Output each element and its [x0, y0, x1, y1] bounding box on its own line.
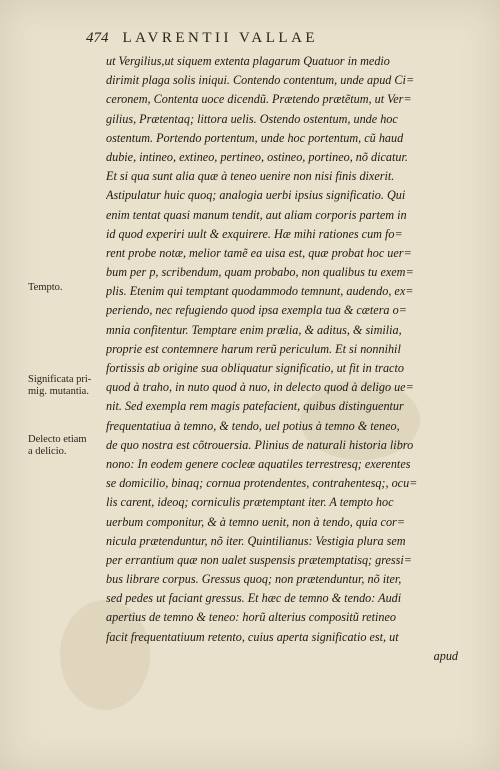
- margin-note-significata-1: Significata pri-: [28, 374, 92, 385]
- text-line: uerbum componitur, & à temno uenit, non à tendo, quia cor=: [106, 514, 406, 529]
- text-line: periendo, nec refugiendo quod ipsa exempla tua & cætera o=: [106, 303, 407, 318]
- text-line: lis carent, ideoq; corniculis prætemptant iter. A tempto hoc: [106, 495, 394, 510]
- text-line: bum per p, scribendum, quam probabo, non qualibus tu exem=: [106, 265, 414, 280]
- text-line: ut Vergilius,ut siquem extenta plagarum Quatuor in medio: [106, 54, 390, 68]
- text-line: per errantium quæ non ualet suspensis prætemptatisq; gressi=: [106, 552, 413, 567]
- text-line: dirimit plaga solis iniqui. Contendo contentum, unde apud Ci=: [106, 73, 415, 88]
- text-line: enim tentat quasi manum tendit, aut aliam corporis partem in: [106, 207, 407, 222]
- text-line: rent probe notæ, melior tamẽ ea uisa est, quæ probat hoc uer=: [106, 245, 412, 260]
- text-line: bus librare corpus. Gressus quoq; non prætenduntur, nõ iter,: [106, 572, 402, 587]
- text-line: de quo nostra est cõtrouersia. Plinius de naturali historia libro: [106, 437, 414, 452]
- text-line: Astipulatur huic quoq; analogia uerbi ipsius significatio. Qui: [106, 188, 406, 203]
- text-line: plis. Etenim qui temptant quodammodo temnunt, audendo, ex=: [106, 284, 414, 299]
- page-number: 474: [86, 30, 109, 46]
- text-line: proprie est contemnere harum rerũ periculum. Et si nonnihil: [106, 341, 401, 356]
- text-line: Et si qua sunt alia quæ à teneo uenire non nisi finis dixerit.: [106, 169, 395, 184]
- text-line: nicula prætenduntur, nõ iter. Quintilianus: Vestigia plura sem: [106, 533, 406, 548]
- text-line: nono: In eodem genere cocleæ aquatiles terrestresq; exerentes: [106, 456, 411, 471]
- text-line: nit. Sed exempla rem magis patefacient, quibus distinguentur: [106, 399, 404, 414]
- margin-note-tempto: Tempto.: [28, 282, 63, 293]
- catchword: apud: [433, 648, 458, 663]
- text-line: dubie, intineo, extineo, pertineo, ostineo, portineo, nõ dicatur.: [106, 149, 408, 164]
- text-line: mnia confitentur. Temptare enim prælia, & aditus, & similia,: [106, 322, 402, 337]
- text-line: se domicilio, binaq; cornua protendentes, contrahentesq;, ocu=: [106, 476, 418, 491]
- text-line: sed pedes ut faciant gressus. Et hæc de temno & tendo: Audi: [106, 591, 402, 606]
- text-line: ceronem, Contenta uoce dicendũ. Prætendo prætẽtum, ut Ver=: [106, 92, 412, 107]
- main-text-block: [106, 52, 458, 666]
- margin-note-significata-2: mig. mutantia.: [28, 386, 89, 397]
- text-line: id quod experiri uult & exquirere. Hæ mihi rationes cum fo=: [106, 226, 403, 241]
- text-line: apertius de temno & teneo: horũ alterius compositũ retineo: [106, 610, 396, 625]
- text-line: fortissis ab origine sua obliquatur significatio, ut fit in tracto: [106, 361, 404, 375]
- text-line: facit frequentatiuum retento, cuius aperta significatio est, ut: [106, 629, 399, 644]
- margin-note-delecto-1: Delecto etiam: [28, 434, 87, 445]
- page-header: [86, 30, 486, 47]
- margin-note-delecto-2: a delicio.: [28, 446, 67, 457]
- text-line: gilius, Prætentaq; littora uelis. Ostendo ostentum, unde hoc: [106, 111, 398, 126]
- text-line: ostentum. Portendo portentum, unde hoc portentum, cũ haud: [106, 130, 404, 145]
- text-line: quod à traho, in nuto quod à nuo, in delecto quod à deligo ue=: [106, 380, 414, 395]
- running-head: LAVRENTII VALLAE: [122, 30, 319, 46]
- text-line: frequentatiua à temno, & tendo, uel potius à temno & teneo,: [106, 418, 400, 433]
